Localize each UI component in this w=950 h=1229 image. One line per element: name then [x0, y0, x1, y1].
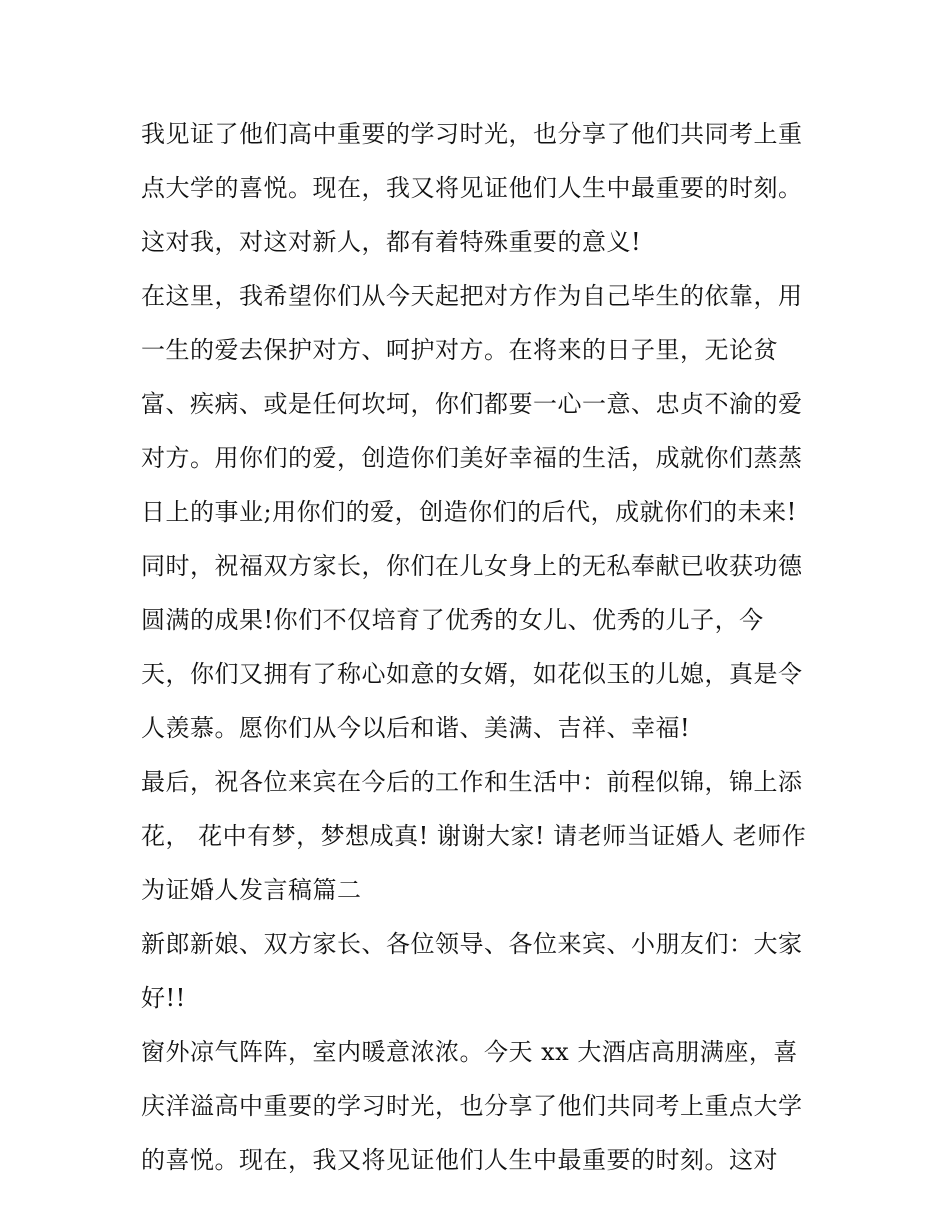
text-line: 我见证了他们高中重要的学习时光，也分享了他们共同考上重: [141, 120, 803, 148]
text-line: 富、疾病、或是任何坎坷，你们都要一心一意、忠贞不渝的爱: [141, 390, 803, 418]
text-line: 天，你们又拥有了称心如意的女婿，如花似玉的儿媳，真是令: [141, 660, 803, 688]
document-body: [141, 107, 821, 1187]
text-line: 这对我，对这对新人，都有着特殊重要的意义!: [141, 228, 642, 256]
text-line: 窗外凉气阵阵，室内暖意浓浓。今天 xx 大酒店高朋满座，喜: [141, 1038, 798, 1066]
text-line: 新郎新娘、双方家长、各位领导、各位来宾、小朋友们：大家: [141, 930, 803, 958]
text-line: 对方。用你们的爱，创造你们美好幸福的生活，成就你们蒸蒸: [141, 444, 803, 472]
text-line: 在这里，我希望你们从今天起把对方作为自己毕生的依靠，用: [141, 282, 803, 310]
text-line: 的喜悦。现在，我又将见证他们人生中最重要的时刻。这对: [141, 1146, 778, 1174]
text-line: 点大学的喜悦。现在，我又将见证他们人生中最重要的时刻。: [141, 174, 803, 202]
text-line: 最后，祝各位来宾在今后的工作和生活中：前程似锦，锦上添: [141, 768, 803, 796]
text-line: 为证婚人发言稿篇二: [141, 876, 362, 904]
text-line: 花， 花中有梦，梦想成真! 谢谢大家! 请老师当证婚人 老师作: [141, 822, 807, 850]
text-line: 人羡慕。愿你们从今以后和谐、美满、吉祥、幸福!: [141, 714, 691, 742]
text-line: 一生的爱去保护对方、呵护对方。在将来的日子里，无论贫: [141, 336, 778, 364]
text-line: 庆洋溢高中重要的学习时光，也分享了他们共同考上重点大学: [141, 1092, 803, 1120]
text-line: 圆满的成果!你们不仅培育了优秀的女儿、优秀的儿子，今: [141, 606, 764, 634]
text-line: 同时，祝福双方家长，你们在儿女身上的无私奉献已收获功德: [141, 552, 803, 580]
text-line: 好!!: [141, 984, 186, 1012]
text-line: 日上的事业;用你们的爱，创造你们的后代，成就你们的未来!: [141, 498, 797, 526]
